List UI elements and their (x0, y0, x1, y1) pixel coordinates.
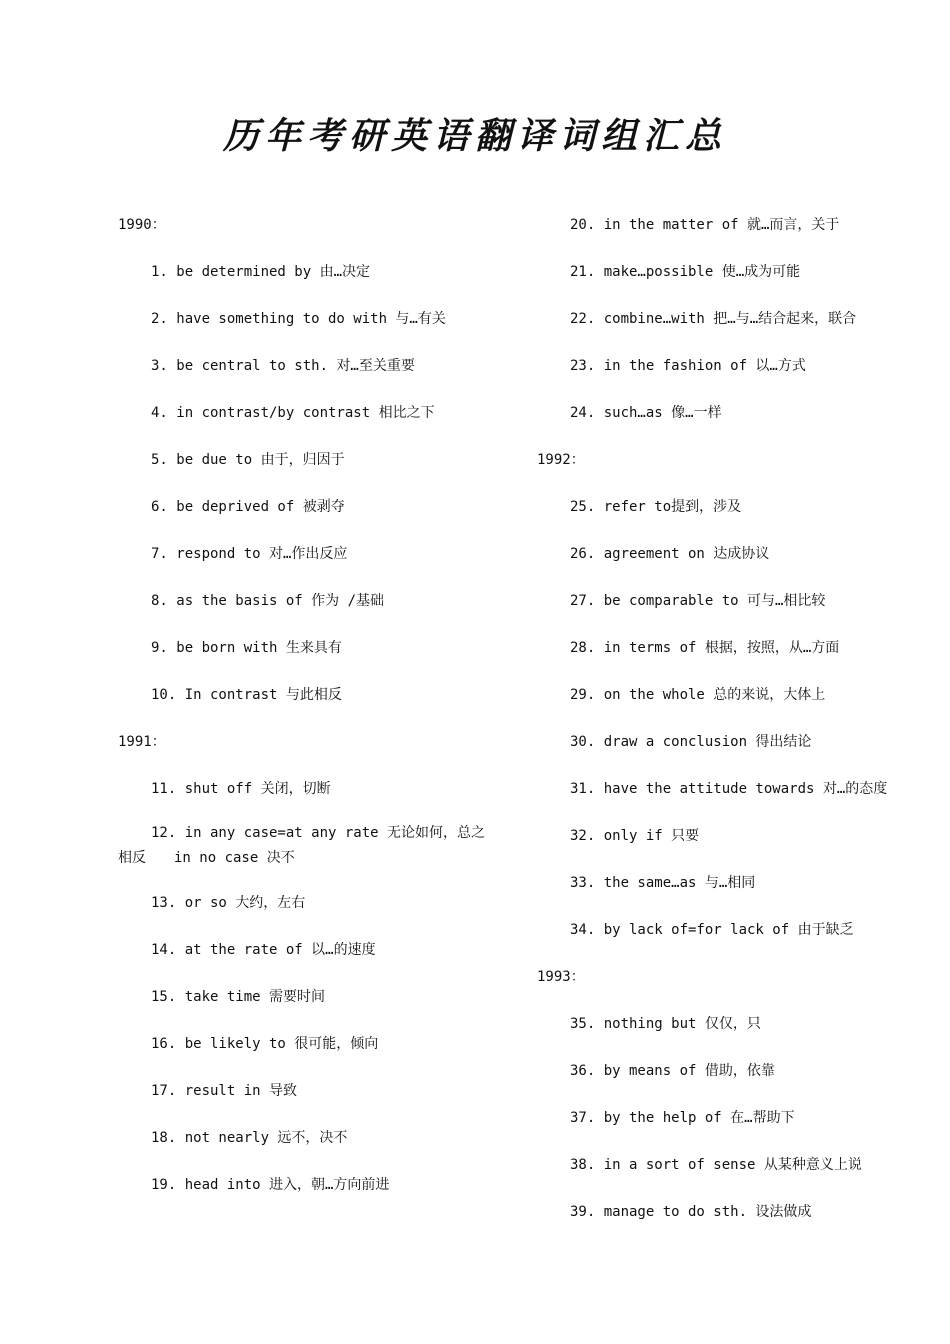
phrase-entry (537, 1103, 897, 1133)
phrase-entry (118, 680, 498, 710)
phrase-entry (118, 304, 498, 334)
year-heading: 1992： (537, 452, 585, 468)
year-heading: 1993： (537, 969, 585, 985)
phrase-entry (537, 868, 897, 898)
phrase-entry (118, 1076, 498, 1106)
phrase-entry (118, 257, 498, 287)
phrase-entry (537, 351, 897, 381)
phrase-text: 37. by the help of 在…帮助下 (570, 1110, 795, 1126)
phrase-entry (118, 935, 498, 965)
phrase-entry (118, 586, 498, 616)
phrase-entry (118, 351, 498, 381)
phrase-text: 14. at the rate of 以…的速度 (151, 942, 376, 958)
phrase-entry (118, 1029, 498, 1059)
phrase-text: 27. be comparable to 可与…相比较 (570, 593, 826, 609)
phrase-entry (537, 586, 897, 616)
phrase-entry (537, 257, 897, 287)
phrase-text: 4. in contrast/by contrast 相比之下 (151, 405, 435, 421)
phrase-text: 16. be likely to 很可能，倾向 (151, 1036, 379, 1052)
phrase-text: 7. respond to 对…作出反应 (151, 546, 348, 562)
phrase-text: 29. on the whole 总的来说，大体上 (570, 687, 826, 703)
phrase-entry (537, 774, 897, 804)
phrase-entry (537, 1150, 897, 1180)
phrase-text: 33. the same…as 与…相同 (570, 875, 756, 891)
phrase-text: 9. be born with 生来具有 (151, 640, 342, 656)
phrase-text: 15. take time 需要时间 (151, 989, 326, 1005)
phrase-text: 18. not nearly 远不，决不 (151, 1130, 348, 1146)
phrase-entry (118, 1170, 498, 1200)
phrase-text: 26. agreement on 达成协议 (570, 546, 770, 562)
phrase-entry (118, 888, 498, 918)
phrase-text: 38. in a sort of sense 从某种意义上说 (570, 1157, 862, 1173)
phrase-continuation (118, 846, 498, 871)
phrase-entry (537, 727, 897, 757)
phrase-entry (537, 539, 897, 569)
phrase-entry (118, 982, 498, 1012)
phrase-text: 24. such…as 像…一样 (570, 405, 722, 421)
phrase-entry (537, 492, 897, 522)
phrase-text: 34. by lack of=for lack of 由于缺乏 (570, 922, 854, 938)
phrase-text: 8. as the basis of 作为 /基础 (151, 593, 385, 609)
phrase-entry (537, 398, 897, 428)
phrase-text: 12. in any case=at any rate 无论如何，总之 (151, 825, 486, 841)
continuation-phrase: in no case 决不 (174, 850, 295, 866)
phrase-text: 2. have something to do with 与…有关 (151, 311, 446, 327)
phrase-text: 5. be due to 由于，归因于 (151, 452, 345, 468)
phrase-entry (537, 633, 897, 663)
phrase-text: 39. manage to do sth. 设法做成 (570, 1204, 812, 1220)
phrase-entry (118, 398, 498, 428)
phrase-entry (537, 1197, 897, 1227)
phrase-text: 36. by means of 借助，依靠 (570, 1063, 775, 1079)
phrase-text: 19. head into 进入，朝…方向前进 (151, 1177, 390, 1193)
phrase-entry (118, 821, 498, 871)
right-column (537, 210, 897, 1244)
phrase-text: 22. combine…with 把…与…结合起来，联合 (570, 311, 857, 327)
phrase-text: 1. be determined by 由…决定 (151, 264, 371, 280)
left-column (118, 210, 498, 1217)
continuation-start: 相反 (118, 850, 146, 866)
phrase-entry (118, 774, 498, 804)
phrase-entry (537, 1056, 897, 1086)
phrase-text: 35. nothing but 仅仅，只 (570, 1016, 761, 1032)
phrase-text: 32. only if 只要 (570, 828, 700, 844)
phrase-entry (118, 539, 498, 569)
phrase-text: 25. refer to提到，涉及 (570, 499, 742, 515)
phrase-entry (537, 915, 897, 945)
phrase-text: 20. in the matter of 就…而言，关于 (570, 217, 840, 233)
phrase-text: 21. make…possible 使…成为可能 (570, 264, 801, 280)
phrase-entry (118, 633, 498, 663)
phrase-entry (118, 1123, 498, 1153)
phrase-text: 11. shut off 关闭，切断 (151, 781, 331, 797)
phrase-text: 28. in terms of 根据，按照，从…方面 (570, 640, 840, 656)
phrase-entry (537, 821, 897, 851)
year-heading: 1991： (118, 734, 166, 750)
phrase-text: 17. result in 导致 (151, 1083, 298, 1099)
phrase-text: 31. have the attitude towards 对…的态度 (570, 781, 888, 797)
phrase-text: 6. be deprived of 被剥夺 (151, 499, 345, 515)
phrase-entry (537, 1009, 897, 1039)
phrase-text: 23. in the fashion of 以…方式 (570, 358, 806, 374)
phrase-entry (537, 210, 897, 240)
phrase-entry (118, 445, 498, 475)
page-title: 历年考研英语翻译词组汇总 (222, 115, 727, 157)
phrase-text: 10. In contrast 与此相反 (151, 687, 342, 703)
phrase-entry (118, 492, 498, 522)
phrase-text: 3. be central to sth. 对…至关重要 (151, 358, 415, 374)
phrase-text: 30. draw a conclusion 得出结论 (570, 734, 812, 750)
phrase-entry (537, 304, 897, 334)
year-heading: 1990： (118, 217, 166, 233)
phrase-text: 13. or so 大约，左右 (151, 895, 306, 911)
phrase-entry (537, 680, 897, 710)
